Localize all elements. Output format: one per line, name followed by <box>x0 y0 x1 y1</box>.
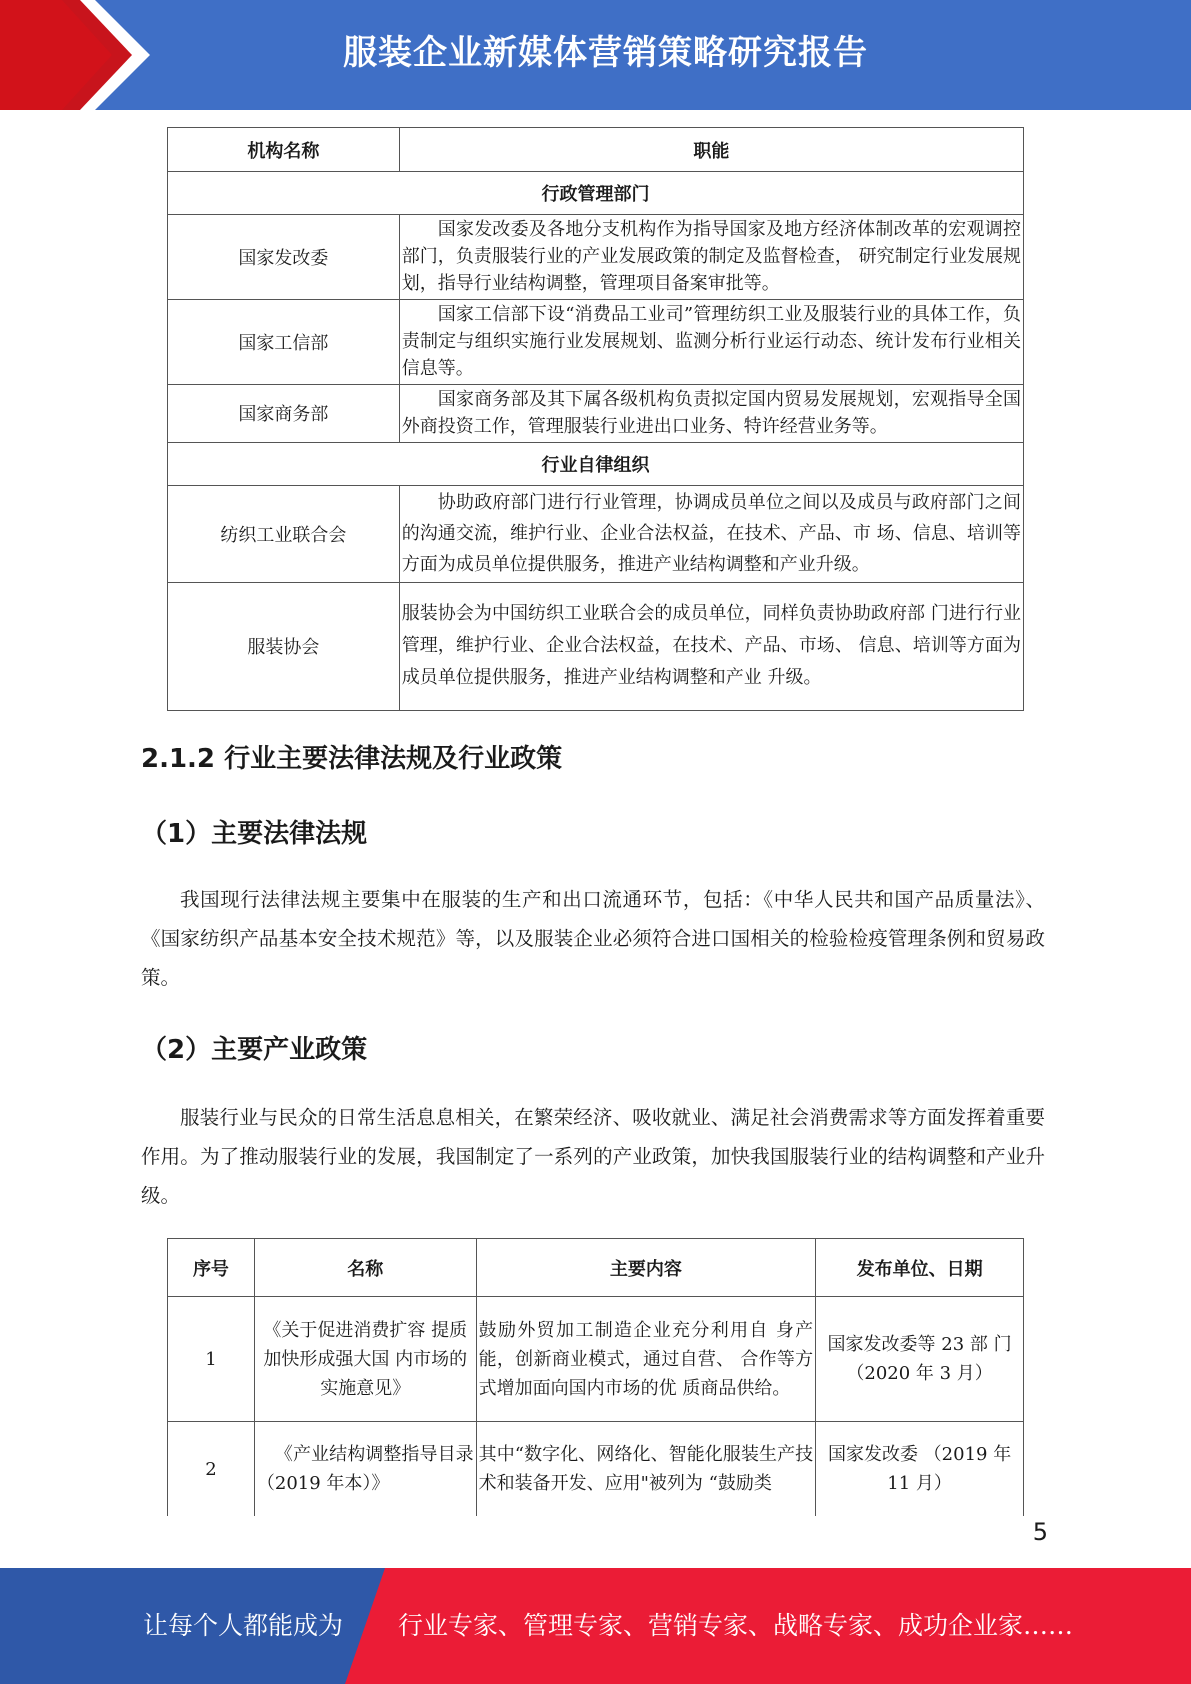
column-header-content: 主要内容 <box>476 1239 816 1297</box>
column-header-issuer: 发布单位、日期 <box>816 1239 1024 1297</box>
institution-name: 纺织工业联合会 <box>168 486 400 583</box>
column-header-no: 序号 <box>168 1239 255 1297</box>
table-row <box>168 486 1024 583</box>
table-row <box>168 583 1024 711</box>
table-row <box>168 215 1024 300</box>
institution-function: 服装协会为中国纺织工业联合会的成员单位，同样负责协助政府部 门进行行业管理，维护行业、企业合法权益，在技术、产品、市场、 信息、培训等方面为成员单位提供服务，推进产业结构调整和产业 升级。 <box>399 583 1023 711</box>
section-title: 行业自律组织 <box>168 443 1024 486</box>
row-number: 2 <box>168 1422 255 1517</box>
table-row <box>168 385 1024 443</box>
subsection-heading-laws: （1）主要法律法规 <box>141 819 368 849</box>
section-heading: 2.1.2 行业主要法律法规及行业政策 <box>141 744 563 774</box>
table-header-row <box>168 128 1024 172</box>
page-number: 5 <box>1032 1518 1048 1546</box>
institution-name: 国家发改委 <box>168 215 400 300</box>
column-header-function: 职能 <box>399 128 1023 172</box>
section-row <box>168 172 1024 215</box>
policy-issuer: 国家发改委 （2019 年 11 月） <box>816 1422 1024 1517</box>
page-footer <box>0 1568 1191 1684</box>
column-header-name: 机构名称 <box>168 128 400 172</box>
paragraph-policies: 服装行业与民众的日常生活息息相关，在繁荣经济、吸收就业、满足社会消费需求等方面发挥着重要作用。为了推动服装行业的发展，我国制定了一系列的产业政策，加快我国服装行业的结构调整和产业升级。 <box>141 1106 1045 1207</box>
institution-function: 国家工信部下设“消费品工业司”管理纺织工业及服装行业的具体工作，负责制定与组织实施行业发展规划、监测分析行业运行动态、统计发布行业相关信息等。 <box>399 300 1023 385</box>
institutions-table <box>167 127 1024 711</box>
policy-content: 其中“数字化、网络化、智能化服装生产技术和装备开发、应用"被列为 “鼓励类 <box>476 1422 816 1517</box>
institution-function: 国家发改委及各地分支机构作为指导国家及地方经济体制改革的宏观调控部门，负责服装行业的产业发展政策的制定及监督检查， 研究制定行业发展规划，指导行业结构调整，管理项目备案审批等。 <box>399 215 1023 300</box>
table-row <box>168 1422 1024 1517</box>
institution-function: 协助政府部门进行行业管理，协调成员单位之间以及成员与政府部门之间的沟通交流，维护行业、企业合法权益，在技术、产品、市 场、信息、培训等方面为成员单位提供服务，推进产业结构调整和产业升级。 <box>399 486 1023 583</box>
footer-slogan-right: 行业专家、管理专家、营销专家、战略专家、成功企业家…… <box>398 1611 1074 1640</box>
institution-name: 国家工信部 <box>168 300 400 385</box>
page-header <box>0 0 1191 110</box>
policy-issuer: 国家发改委等 23 部 门（2020 年 3 月） <box>816 1297 1024 1422</box>
column-header-name: 名称 <box>254 1239 476 1297</box>
paragraph-laws: 我国现行法律法规主要集中在服装的生产和出口流通环节，包括：《中华人民共和国产品质量法》、《国家纺织产品基本安全技术规范》等，以及服装企业必须符合进口国相关的检验检疫管理条例和贸易政策。 <box>141 888 1045 989</box>
institution-name: 国家商务部 <box>168 385 400 443</box>
subsection-heading-policies: （2）主要产业政策 <box>141 1035 368 1065</box>
policy-name: 《产业结构调整指导目录（2019 年本）》 <box>254 1422 476 1517</box>
institution-function: 国家商务部及其下属各级机构负责拟定国内贸易发展规划，宏观指导全国外商投资工作，管理服装行业进出口业务、特许经营业务等。 <box>399 385 1023 443</box>
section-row <box>168 443 1024 486</box>
table-row <box>168 300 1024 385</box>
institution-name: 服装协会 <box>168 583 400 711</box>
section-title: 行政管理部门 <box>168 172 1024 215</box>
row-number: 1 <box>168 1297 255 1422</box>
policy-content: 鼓励外贸加工制造企业充分利用自 身产能，创新商业模式，通过自营、 合作等方式增加面向国内市场的优 质商品供给。 <box>476 1297 816 1422</box>
table-header-row <box>168 1239 1024 1297</box>
footer-slogan-left: 让每个人都能成为 <box>143 1611 344 1640</box>
policies-table <box>167 1238 1024 1516</box>
report-title: 服装企业新媒体营销策略研究报告 <box>343 33 868 73</box>
table-row <box>168 1297 1024 1422</box>
policy-name: 《关于促进消费扩容 提质加快形成强大国 内市场的实施意见》 <box>254 1297 476 1422</box>
